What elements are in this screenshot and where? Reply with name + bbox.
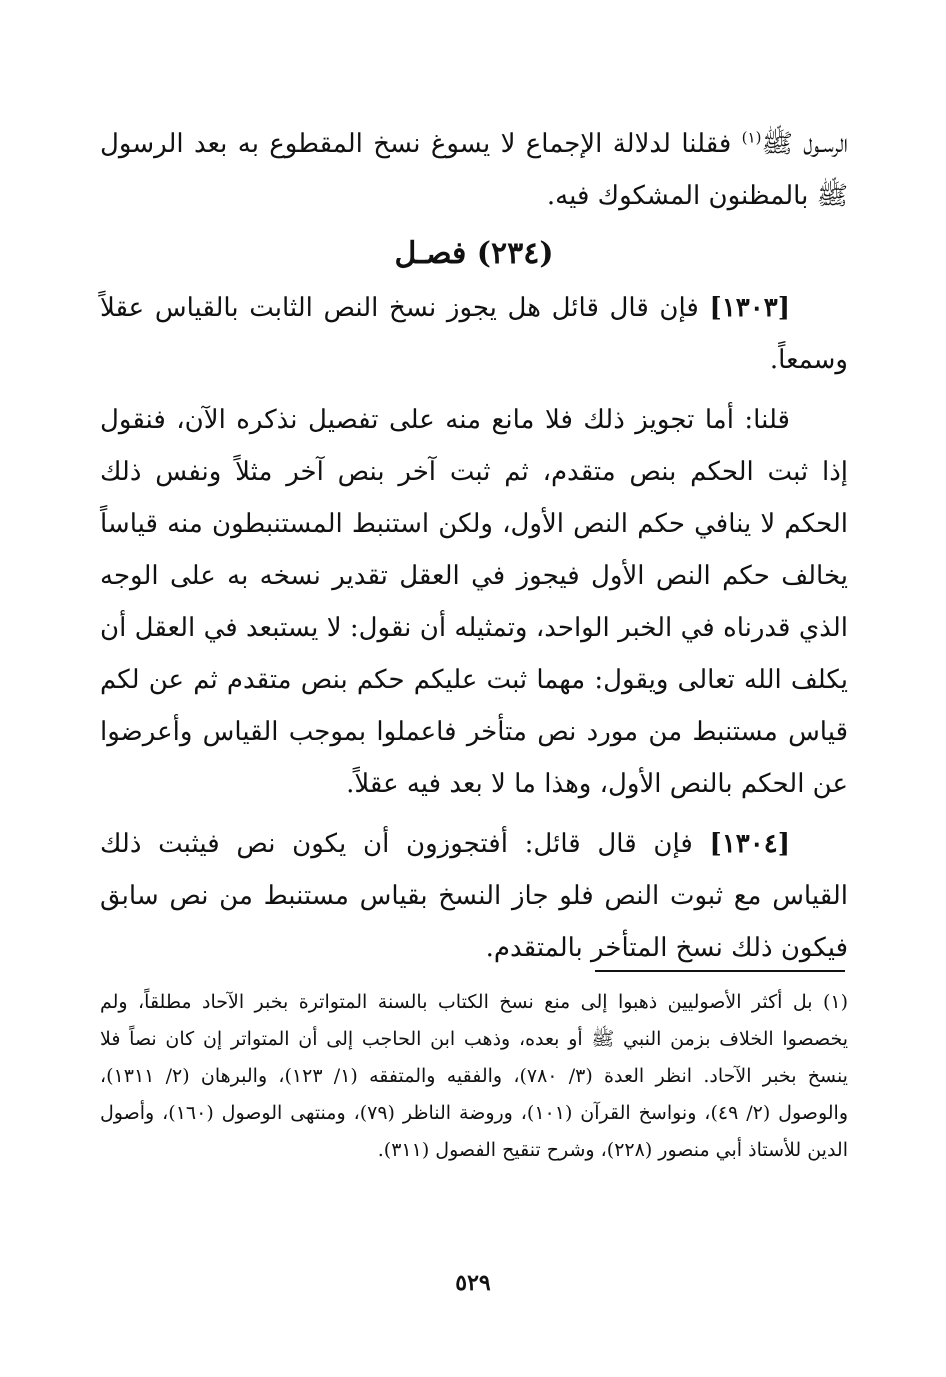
paragraph-1 <box>100 118 848 222</box>
paragraph-1-rest: فقلنا لدلالة الإجماع لا يسوغ نسخ المقطوع به بعد الرسول ﷺ بالمظنون المشكوك فيه. <box>100 129 848 211</box>
footnote-1-text: بل أكثر الأصوليين ذهبوا إلى منع نسخ الكتاب بالسنة المتواترة بخبر الآحاد مطلقاً، ولم يخصصوا الخلاف بزمن النبي ﷺ أو بعده، وذهب ابن الحاجب إلى أن المتواتر إن كان نصاً فلا ينسخ بخبر الآحاد. انظر العدة (٣/ ٧٨٠)، والفقيه والمتفقه (١/ ١٢٣)، والبرهان (٢/ ١٣١١)، والوصول (٢/ ٤٩)، ونواسخ القرآن (١٠١)، وروضة الناظر (٧٩)، ومنتهى الوصول (١٦٠)، وأصول الدين للأستاذ أبي منصور (٢٢٨)، وشرح تنقيح الفصول (٣١١). <box>100 991 848 1161</box>
paragraph-2-number: [١٣٠٣] <box>709 293 790 323</box>
footnote-1 <box>100 984 848 1169</box>
paragraph-1-start: الرسـول ﷺ <box>761 129 848 159</box>
footnotes <box>100 984 848 1169</box>
main-text <box>100 118 848 974</box>
paragraph-2-text: فإن قال قائل هل يجوز نسخ النص الثابت بالقياس عقلاً وسمعاً. <box>100 293 848 375</box>
paragraph-4 <box>100 818 848 974</box>
footnote-divider <box>595 970 845 972</box>
page-number: ٥٢٩ <box>455 1270 491 1296</box>
paragraph-4-number: [١٣٠٤] <box>709 829 790 859</box>
section-heading: (٢٣٤) فصـل <box>394 236 554 271</box>
paragraph-4-text: فإن قال قائل: أفتجوزون أن يكون نص فيثبت ذلك القياس مع ثبوت النص فلو جاز النسخ بقياس مستنبط من نص سابق فيكون ذلك نسخ المتأخر بالمتقدم. <box>100 829 848 963</box>
paragraph-2 <box>100 282 848 386</box>
paragraph-3: قلنا: أما تجويز ذلك فلا مانع منه على تفصيل نذكره الآن، فنقول إذا ثبت الحكم بنص متقدم، ثم ثبت آخر بنص آخر مثلاً ونفس ذلك الحكم لا ينافي حكم النص الأول، ولكن استنبط المستنبطون منه قياساً يخالف حكم النص الأول فيجوز في العقل تقدير نسخه به على الوجه الذي قدرناه في الخبر الواحد، وتمثيله أن نقول: لا يستبعد في العقل أن يكلف الله تعالى ويقول: مهما ثبت عليكم حكم بنص متقدم ثم عن لكم قياس مستنبط من مورد نص متأخر فاعملوا بموجب القياس وأعرضوا عن الحكم بالنص الأول، وهذا ما لا بعد فيه عقلاً. <box>100 405 848 799</box>
footnote-reference: (١) <box>741 128 762 147</box>
footnote-1-marker: (١) <box>822 991 848 1013</box>
